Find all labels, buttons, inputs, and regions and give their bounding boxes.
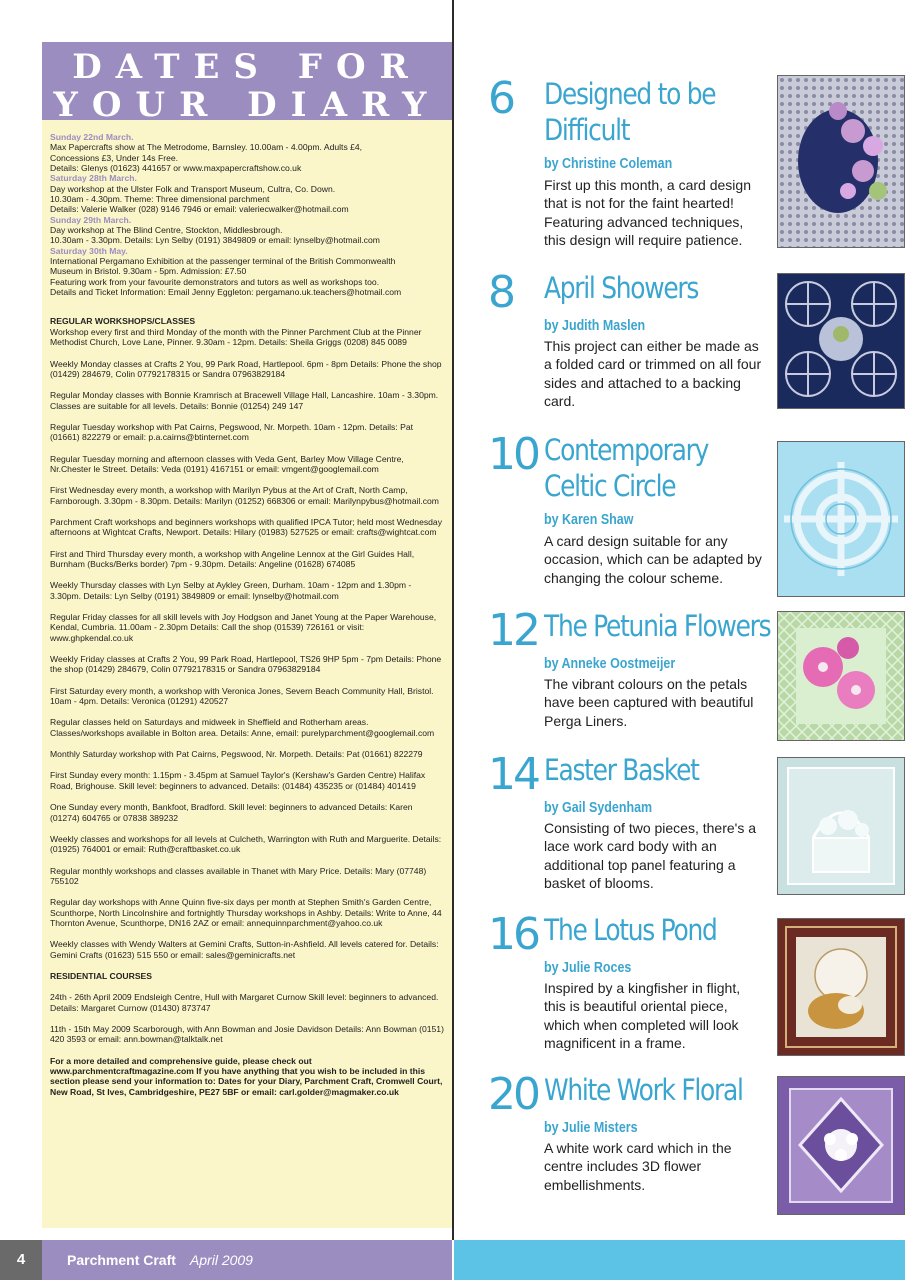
thumbnail-petunia-flowers[interactable] <box>777 611 905 741</box>
article-description: This project can either be made as a folded card or trimmed on all four sides and attached to a backing card. <box>544 338 762 409</box>
residential-heading: RESIDENTIAL COURSES <box>50 970 153 981</box>
page-number: 6 <box>488 73 513 124</box>
article-title-line2: Celtic Circle <box>544 469 676 503</box>
regular-item: Regular Friday classes for all skill levels with Joy Hodgson and Janet Young at the Paper Warehouse, Kendal, Cumbria. 11.00am - 2.30pm Details: Call the shop (01539) 726161 or visit: www.ghpkendal.co.uk <box>50 612 437 643</box>
article-description: First up this month, a card design that is not for the faint hearted! Featuring advanced techniques, this design will require patience. <box>544 177 751 248</box>
date-heading: Saturday 28th March. <box>50 173 137 184</box>
regular-item: Weekly classes and workshops for all levels at Culcheth, Warrington with Ruth and Marguerite. Details: (01925) 764001 or email: Ruth@craftbasket.co.uk <box>50 833 442 855</box>
regular-heading: REGULAR WORKSHOPS/CLASSES <box>50 315 196 326</box>
page-number: 8 <box>488 267 513 318</box>
column-divider <box>452 0 454 1240</box>
article-title[interactable]: Easter Basket <box>544 753 699 787</box>
article-title-line1: Contemporary <box>544 433 709 467</box>
article-author: by Gail Sydenham <box>544 800 653 816</box>
date-heading: Sunday 29th March. <box>50 214 132 225</box>
page-number: 10 <box>488 429 538 480</box>
lace-card-image <box>778 76 904 247</box>
diary-dates <box>50 132 444 298</box>
thumbnail-celtic-circle[interactable] <box>777 441 905 597</box>
date-line: Concessions £3, Under 14s Free. <box>50 152 179 163</box>
footer-bar-right <box>454 1240 905 1280</box>
regular-item: Regular Monday classes with Bonnie Kramrisch at Bracewell Village Hall, Lancashire. 10am - 3.30pm. Classes are suitable for all levels. Details: Bonnie (01254) 249 147 <box>50 390 439 411</box>
page-number: 12 <box>488 605 538 656</box>
regular-item: First and Third Thursday every month, a workshop with Angeline Lennox at the Girl Guides Hall, Burnham (Bucks/Berks border) 7pm - 9.30pm. Details: Angeline (01628) 674085 <box>50 548 415 569</box>
final-note: For a more detailed and comprehensive guide, please check out www.parchmentcraftmagazine.com If you have anything that you wish to be included in this section please send your information to: Dates for your Diary, Parchment Craft, Cromwell Court, New Road, St Ives, Cambridgeshire, PE27 5BF or email: carl.golder@magmaker.co.uk <box>50 1055 443 1097</box>
article-title[interactable] <box>544 76 733 148</box>
regular-item: Regular Tuesday morning and afternoon classes with Veda Gent, Barley Mow Village Centre, Nr.Chester le Street. Details: Veda (0191) 4167151 or email: vmgent@googlemail.com <box>50 453 404 474</box>
page-number: 16 <box>488 909 538 960</box>
thumbnail-designed-to-be-difficult[interactable] <box>777 75 905 248</box>
article-author: by Karen Shaw <box>544 512 634 528</box>
regular-item: Weekly Monday classes at Crafts 2 You, 99 Park Road, Hartlepool. 6pm - 8pm Details: Phone the shop (01429) 284679, Colin 07792178315 or Sandra 07963829184 <box>50 358 442 379</box>
celtic-card-image <box>778 442 904 596</box>
article-description: Consisting of two pieces, there's a lace work card body with an additional top panel featuring a basket of blooms. <box>544 820 757 891</box>
article-description: A card design suitable for any occasion, which can be adapted by changing the colour scheme. <box>544 533 762 586</box>
umbrella-card-image <box>778 274 904 408</box>
article-author: by Christine Coleman <box>544 156 673 172</box>
thumbnail-april-showers[interactable] <box>777 273 905 409</box>
date-line: Details: Glenys (01623) 441657 or www.maxpapercraftshow.co.uk <box>50 163 302 174</box>
regular-item: First Sunday every month: 1.15pm - 3.45pm at Samuel Taylor's (Kershaw's Garden Centre) Halifax Road, Brighouse. Skill level: beginners to advanced. Details: (01484) 435235 or (01484) 401419 <box>50 770 426 791</box>
date-line: Max Papercrafts show at The Metrodome, Barnsley. 10.00am - 4.00pm. Adults £4, <box>50 142 363 153</box>
date-heading: Sunday 22nd March. <box>50 132 134 142</box>
article-author: by Anneke Oostmeijer <box>544 656 676 672</box>
article-title[interactable]: April Showers <box>544 271 699 305</box>
regular-item: Regular monthly workshops and classes available in Thanet with Mary Price. Details: Mary (07748) 755102 <box>50 865 427 886</box>
residential-item: 24th - 26th April 2009 Endsleigh Centre, Hull with Margaret Curnow Skill level: beginners to advanced. Details: Margaret Curnow (01430) 873747 <box>50 992 439 1013</box>
diary-title-line1: DATES FOR <box>72 47 422 87</box>
page-number: 20 <box>488 1069 538 1120</box>
regular-item: Monthly Saturday workshop with Pat Cairns, Pegswood, Nr. Morpeth. Details: Pat (01661) 822279 <box>50 749 423 760</box>
date-line: International Pergamano Exhibition at the passenger terminal of the British Commonwealth <box>50 256 396 267</box>
date-line: Details and Ticket Information: Email Jenny Eggleton: pergamano.uk.teachers@hotmail.com <box>50 287 402 298</box>
article-author: by Julie Roces <box>544 960 632 976</box>
date-line: Details: Valerie Walker (028) 9146 7946 or email: valeriecwalker@hotmail.com <box>50 204 349 215</box>
diary-panel <box>42 42 452 1228</box>
basket-card-image <box>778 758 904 894</box>
footer-page-number: 4 <box>0 1240 42 1280</box>
date-line: 10.30am - 3.30pm. Details: Lyn Selby (0191) 3849809 or email: lynselby@hotmail.com <box>50 235 380 246</box>
article-author: by Julie Misters <box>544 1120 638 1136</box>
regular-item: First Wednesday every month, a workshop with Marilyn Pybus at the Art of Craft, North Camp, Farnborough. 3.30pm - 8.30pm. Details: Marilyn (01252) 668306 or email: Marilynpybus@hotmail.com <box>50 485 439 506</box>
footer-magazine <box>67 1240 253 1280</box>
magazine-name: Parchment Craft <box>67 1252 176 1268</box>
residential-item: 11th - 15th May 2009 Scarborough, with Ann Bowman and Josie Davidson Details: Ann Bowman (0151) 420 3593 or email: ann.bowman@talktalk.net <box>50 1023 444 1045</box>
regular-item: One Sunday every month, Bankfoot, Bradford. Skill level: beginners to advanced Details: Karen (01274) 604765 or 07838 389232 <box>50 802 413 823</box>
date-line: Day workshop at the Ulster Folk and Transport Museum, Cultra, Co. Down. <box>50 183 336 194</box>
date-line: 10.30am - 4.30pm. Theme: Three dimensional parchment <box>50 194 270 205</box>
regular-item: Weekly Friday classes at Crafts 2 You, 99 Park Road, Hartlepool, TS26 9HP 5pm - 7pm Details: Phone the shop (01429) 284679, Colin 07792178315 or Sandra 07963829184 <box>50 654 442 675</box>
article-title[interactable]: The Lotus Pond <box>544 913 717 947</box>
article-title-line2: Difficult <box>544 113 630 147</box>
regular-item: Regular classes held on Saturdays and midweek in Sheffield and Rotherham areas. Classes/workshops available in Bolton area. Details: Anne, email: purelyparchment@googlemail.com <box>50 717 435 738</box>
article-description: A white work card which in the centre includes 3D flower embellishments. <box>544 1140 732 1193</box>
article-title[interactable]: The Petunia Flowers <box>544 609 771 643</box>
article-title[interactable] <box>544 432 733 504</box>
date-line: Featuring work from your favourite demonstrators and tutors as well as workshops too. <box>50 276 380 287</box>
regular-item: Regular day workshops with Anne Quinn five-six days per month at Stephen Smith's Garden Centre, Scunthorpe, North Lincolnshire and fortnightly Thursday workshops in Ashby. Details: Write to Anne, 44 Thornton Avenue, Scunthorpe, DN16 2AZ or email: annequinnparchment@yahoo.co.uk <box>50 897 442 928</box>
thumbnail-lotus-pond[interactable] <box>777 918 905 1056</box>
floral-card-image <box>778 1077 904 1214</box>
date-line: Day workshop at The Blind Centre, Stockton, Middlesbrough. <box>50 225 283 236</box>
article-author: by Judith Maslen <box>544 318 646 334</box>
thumbnail-white-work-floral[interactable] <box>777 1076 905 1215</box>
regular-item: Parchment Craft workshops and beginners workshops with qualified IPCA Tutor; held most Wednesday afternoons at Wightcat Crafts, Newport. Details: Hilary (01983) 527525 or email: crafts@wightcat.com <box>50 516 443 538</box>
diary-title-line2: YOUR DIARY <box>53 85 441 125</box>
lotus-card-image <box>778 919 904 1055</box>
date-line: Museum in Bristol. 9.30am - 5pm. Admission: £7.50 <box>50 266 247 277</box>
regular-item: First Saturday every month, a workshop with Veronica Jones, Severn Beach Community Hall, Bristol. 10am - 4pm. Details: Veronica (01291) 420527 <box>50 685 434 707</box>
regular-item: Weekly Thursday classes with Lyn Selby at Aykley Green, Durham. 10am - 12pm and 1.30pm - 3.30pm. Details: Lyn Selby (0191) 3849809 or email: lynselby@hotmail.com <box>50 580 412 601</box>
article-description: The vibrant colours on the petals have been captured with beautiful Perga Liners. <box>544 676 754 729</box>
article-title[interactable]: White Work Floral <box>544 1073 743 1107</box>
regular-item: Workshop every first and third Monday of the month with the Pinner Parchment Club at the Pinner Methodist Church, Love Lane, Pinner. 9.30am - 12pm. Details: Sheila Griggs (0208) 845 0089 <box>50 326 422 348</box>
date-heading: Saturday 30th May. <box>50 245 128 256</box>
magazine-issue: April 2009 <box>189 1252 253 1268</box>
petunia-card-image <box>778 612 904 740</box>
regular-item: Regular Tuesday workshop with Pat Cairns, Pegswood, Nr. Morpeth. 10am - 12pm. Details: Pat (01661) 822279 or email: p.a.cairns@btinternet.com <box>50 421 414 443</box>
regular-item: Weekly classes with Wendy Walters at Gemini Crafts, Sutton-in-Ashfield. All levels catered for. Details: Gemini Crafts (01623) 515 550 or email: sales@geminicrafts.net <box>50 939 439 960</box>
article-description: Inspired by a kingfisher in flight, this is beautiful oriental piece, which when completed will look magnificent in a frame. <box>544 980 741 1051</box>
article-title-line1: Designed to be <box>544 77 716 111</box>
page-number: 14 <box>488 749 538 800</box>
thumbnail-easter-basket[interactable] <box>777 757 905 895</box>
diary-title <box>42 42 452 125</box>
